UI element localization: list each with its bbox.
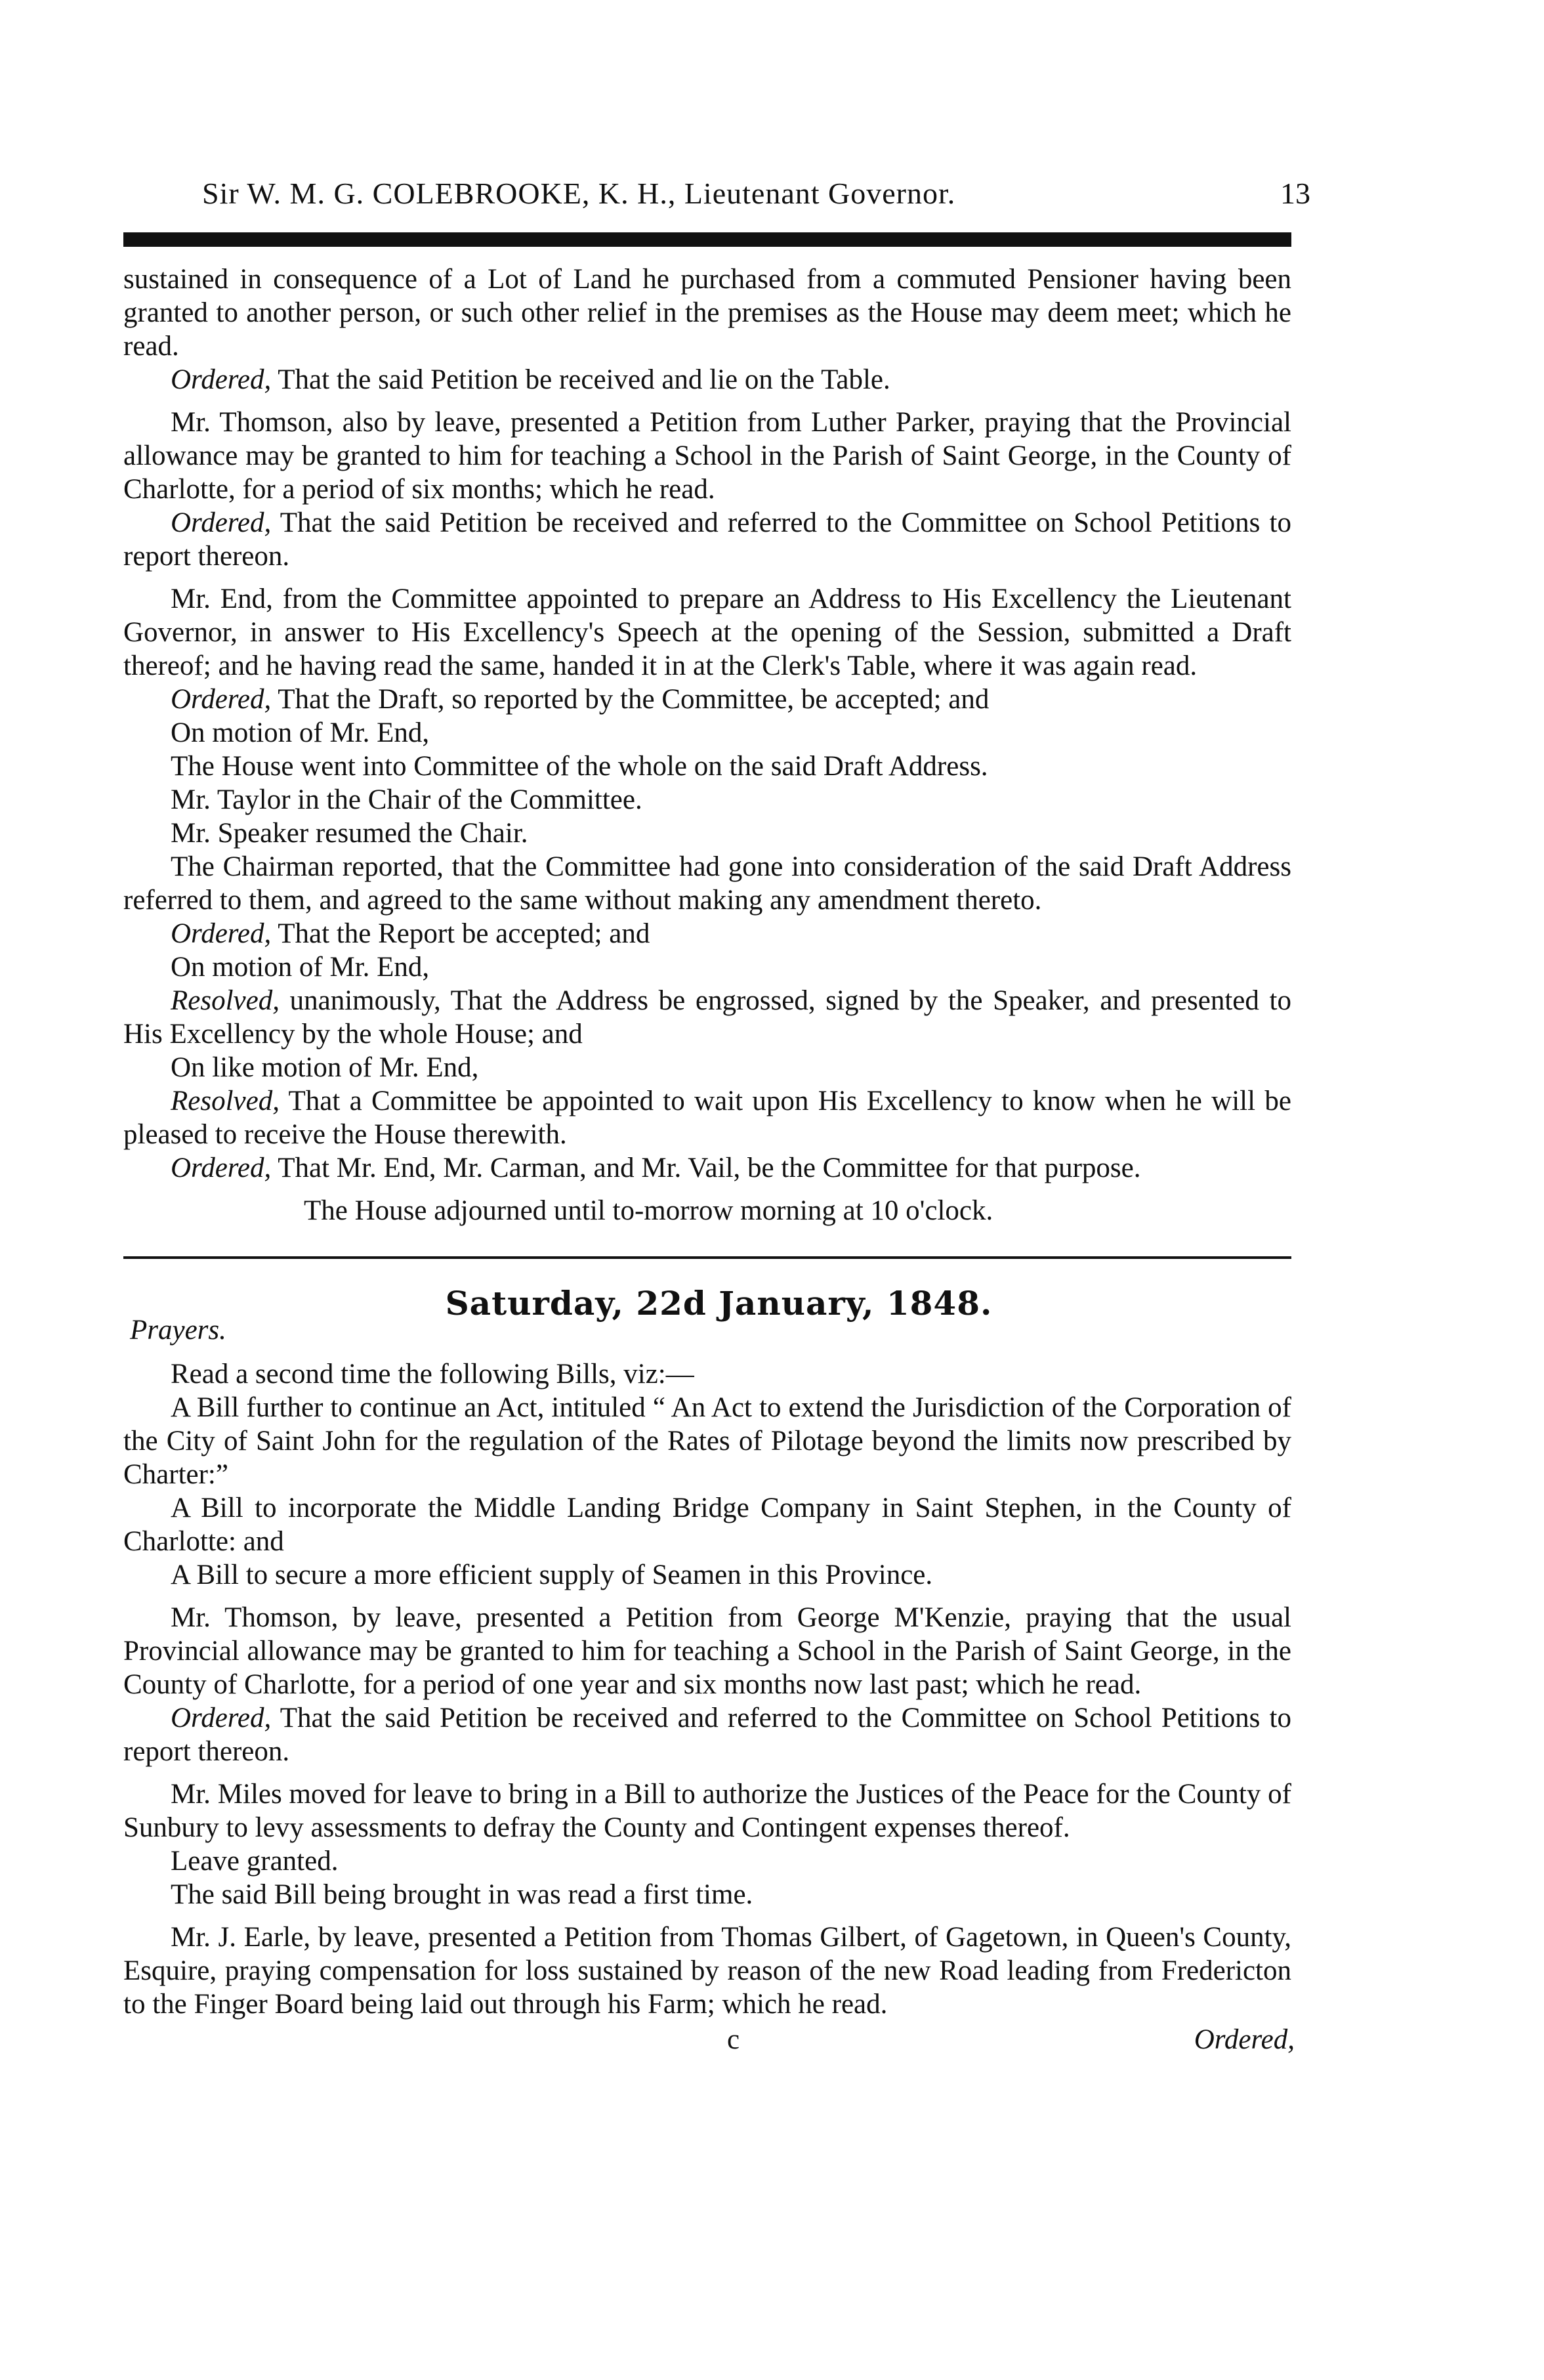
paragraph — [123, 984, 1291, 1051]
paragraph: Mr. Miles moved for leave to bring in a Bill to authorize the Justices of the Peace for the County of Sunbury to levy assessments to defray the County and Contingent expenses thereof. — [123, 1779, 1291, 1843]
paragraph-text: That Mr. End, Mr. Carman, and Mr. Vail, be the Committee for that purpose. — [271, 1153, 1141, 1183]
paragraph: sustained in consequence of a Lot of Land he purchased from a commuted Pensioner having been granted to another person, or such other relief in the premises as the House may deem meet; which he read. — [123, 264, 1291, 362]
bill-item: A Bill to secure a more efficient supply of Seamen in this Province. — [171, 1560, 933, 1590]
paragraph-text: That the Report be accepted; and — [271, 918, 650, 949]
paragraph-text: unanimously, That the Address be engrossed, signed by the Speaker, and presented to His Excellency by the whole House; and — [123, 985, 1291, 1050]
paragraph — [123, 1084, 1291, 1151]
page-number: 13 — [1280, 177, 1310, 210]
paragraph-text: That the said Petition be received and lie on the Table. — [271, 364, 890, 395]
day-heading: Saturday, 22d January, 1848. — [445, 1284, 993, 1323]
ordered-label: Ordered, — [171, 1703, 272, 1733]
paragraph — [123, 1701, 1291, 1768]
paragraph — [123, 917, 1291, 950]
section-divider — [123, 1256, 1291, 1259]
paragraph-text: That the said Petition be received and referred to the Committee on School Petitions to report thereon. — [123, 507, 1291, 572]
resolved-label: Resolved, — [171, 985, 280, 1016]
paragraph — [123, 683, 1291, 716]
paragraph: On like motion of Mr. End, — [171, 1052, 479, 1083]
paragraph — [123, 363, 1291, 396]
signature-mark: c — [727, 2024, 740, 2055]
running-title: Sir W. M. G. COLEBROOKE, K. H., Lieutenant Governor. — [202, 177, 956, 210]
page-footer — [123, 2024, 1314, 2063]
bill-item: A Bill to incorporate the Middle Landing Bridge Company in Saint Stephen, in the County of Charlotte: and — [123, 1493, 1291, 1557]
paragraph: The Chairman reported, that the Committee had gone into consideration of the said Draft Address referred to them, and agreed to the same without making any amendment thereto. — [123, 851, 1291, 916]
ordered-label: Ordered, — [171, 1153, 272, 1183]
paragraph: Mr. Thomson, by leave, presented a Petition from George M'Kenzie, praying that the usual Provincial allowance may be granted to him for teaching a School in the Parish of Saint George, in the County of Charlotte, for a period of one year and six months now last past; which he read. — [123, 1602, 1291, 1700]
paragraph — [123, 506, 1291, 573]
ordered-label: Ordered, — [171, 918, 272, 949]
ordered-label: Ordered, — [171, 507, 272, 538]
bill-item: A Bill further to continue an Act, intituled “ An Act to extend the Jurisdiction of the Corporation of the City of Saint John for the regulation of the Rates of Pilotage beyond the limits now prescribed by Charter:” — [123, 1392, 1291, 1490]
paragraph-text: That the said Petition be received and referred to the Committee on School Petitions to report thereon. — [123, 1703, 1291, 1767]
paragraph: On motion of Mr. End, — [171, 952, 430, 983]
ordered-label: Ordered, — [171, 364, 272, 395]
paragraph: The said Bill being brought in was read a first time. — [171, 1879, 753, 1910]
journal-text-section — [123, 1357, 1291, 2021]
paragraph: Mr. Thomson, also by leave, presented a Petition from Luther Parker, praying that the Provincial allowance may be granted to him for teaching a School in the Parish of Saint George, in the County of Charlotte, for a period of six months; which he read. — [123, 407, 1291, 505]
paragraph: Mr. Speaker resumed the Chair. — [171, 818, 528, 849]
paragraph: Mr. Taylor in the Chair of the Committee. — [171, 784, 642, 815]
paragraph: On motion of Mr. End, — [171, 717, 430, 748]
paragraph: Read a second time the following Bills, viz:— — [171, 1359, 694, 1390]
prayers-label: Prayers. — [130, 1315, 226, 1346]
paragraph: Mr. J. Earle, by leave, presented a Petition from Thomas Gilbert, of Gagetown, in Queen's County, Esquire, praying compensation for loss sustained by reason of the new Road leading from Fredericton to the Finger Board being laid out through his Farm; which he read. — [123, 1922, 1291, 2020]
resolved-label: Resolved, — [171, 1086, 280, 1116]
paragraph: Leave granted. — [171, 1846, 339, 1877]
catchword: Ordered, — [1194, 2024, 1295, 2055]
ordered-label: Ordered, — [171, 684, 272, 715]
header-rule — [123, 232, 1291, 247]
paragraph: Mr. End, from the Committee appointed to prepare an Address to His Excellency the Lieutenant Governor, in answer to His Excellency's Speech at the opening of the Session, submitted a Draft thereof; and he having read the same, handed it in at the Clerk's Table, where it was again read. — [123, 584, 1291, 681]
paragraph: The House went into Committee of the whole on the said Draft Address. — [171, 751, 988, 782]
journal-text — [123, 263, 1291, 1227]
document-page — [123, 176, 1314, 2063]
paragraph-text: That a Committee be appointed to wait upon His Excellency to know when he will be pleased to receive the House therewith. — [123, 1086, 1291, 1150]
day-heading-row — [123, 1284, 1314, 1344]
paragraph — [123, 1151, 1291, 1185]
paragraph-text: That the Draft, so reported by the Committee, be accepted; and — [271, 684, 990, 715]
running-head — [123, 176, 1314, 223]
adjournment-line: The House adjourned until to-morrow morning at 10 o'clock. — [304, 1195, 993, 1226]
